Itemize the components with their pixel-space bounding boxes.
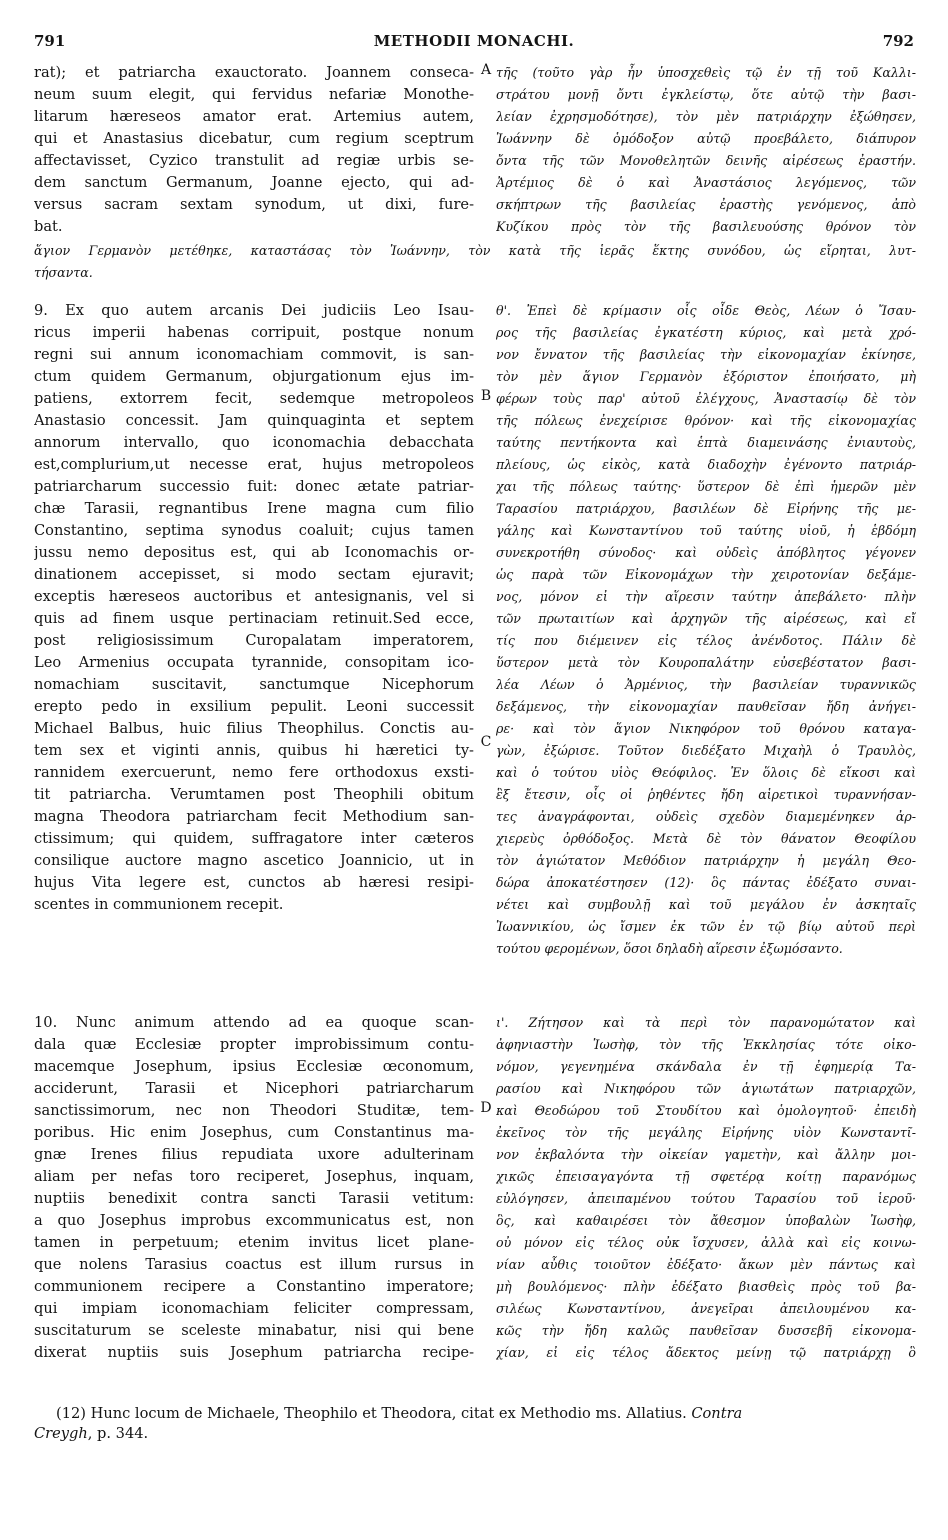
latin-line: erepto pedo in exsilium pepulit. Leoni successit (34, 698, 474, 715)
greek-line: δώρα ἀποκατέστησεν (12)· ὃς πάντας ἐδέξατο συναι- (496, 875, 916, 890)
greek-line: τῆς πόλεως ἐνεχείρισε θρόνον· καὶ τῆς εἰκονομαχίας (496, 413, 916, 428)
greek-line: χαι τῆς πόλεως ταύτης· ὕστερον δὲ ἐπὶ ἡμερῶν μὲν (496, 479, 916, 494)
margin-letter-b: B (480, 388, 492, 404)
greek-line: χικῶς ἐπεισαγαγόντα τῇ σφετέρᾳ κοίτῃ παρανόμως (496, 1169, 916, 1184)
greek-line: σιλέως Κωνσταντίνου, ἀνεγεῖραι ἀπειλουμένου κα- (496, 1301, 916, 1316)
greek-line: ἓξ ἔτεσιν, οἷς οἱ ῥηθέντες ἤδη αἱρετικοὶ τυραννήσαν- (496, 787, 916, 802)
latin-line: tamen in perpetuum; etenim invitus licet plane- (34, 1234, 474, 1251)
latin-line: 10. Nunc animum attendo ad ea quoque scan- (34, 1014, 474, 1031)
greek-line: ἅγιον Γερμανὸν μετέθηκε, καταστάσας τὸν Ἰωάννην, τὸν κατὰ τῆς ἱερᾶς ἕκτης συνόδου, ὡς εἴρηται, λυτ- (34, 243, 916, 258)
latin-line: macemque Josephum, ipsius Ecclesiæ œconomum, (34, 1058, 474, 1075)
greek-line: Ταρασίου πατριάρχου, βασιλέων δὲ Εἰρήνης τῆς με- (496, 501, 916, 516)
latin-line: post religiosissimum Curopalatam imperatorem, (34, 632, 474, 649)
footnote-line: Creygh, p. 344. (34, 1425, 149, 1442)
greek-line: τῆς (τοῦτο γὰρ ἦν ὑποσχεθεὶς τῷ ἐν τῇ τοῦ Καλλι- (496, 65, 916, 80)
greek-line: σκήπτρων τῆς βασιλείας ἐραστὴς γενόμενος, ἀπὸ (496, 197, 916, 212)
latin-line: magna Theodora patriarcham fecit Methodium san- (34, 808, 474, 825)
latin-line: dixerat nuptiis suis Josephum patriarcha recipe- (34, 1344, 474, 1361)
latin-line: scentes in communionem recepit. (34, 896, 284, 913)
latin-line: affectavisset, Cyzico transtulit ad regiæ urbis se- (34, 152, 474, 169)
latin-line: Leo Armenius occupata tyrannide, consopitam ico- (34, 654, 474, 671)
latin-line: nomachiam suscitavit, sanctumque Nicephorum (34, 676, 474, 693)
latin-line: bat. (34, 218, 63, 235)
latin-line: regni sui annum iconomachiam commovit, is san- (34, 346, 474, 363)
greek-line: γάλης καὶ Κωνσταντίνου τοῦ ταύτης υἱοῦ, ἡ ἑβδόμη (496, 523, 916, 538)
greek-line: κῶς τὴν ἤδη καλῶς παυθεῖσαν δυσσεβῆ εἰκονομα- (496, 1323, 916, 1338)
latin-line: ricus imperii habenas corripuit, postque nonum (34, 324, 474, 341)
greek-line: τίς που διέμεινεν εἰς τέλος ἀνένδοτος. Πάλιν δὲ (496, 633, 916, 648)
latin-line: que nolens Tarasius coactus est illum rursus in (34, 1256, 474, 1273)
greek-line: θ'. Ἐπεὶ δὲ κρίμασιν οἷς οἶδε Θεὸς, Λέων ὁ Ἴσαυ- (496, 303, 916, 318)
greek-line: χίαν, εἰ εἰς τέλος ἄδεκτος μείνῃ τῷ πατριάρχῃ ὃ (496, 1345, 916, 1360)
latin-line: tem sex et viginti annis, quibus hi hæretici ty- (34, 742, 474, 759)
greek-line: στράτου μονῇ ὄντι ἐγκλείστῳ, ὅτε αὐτῷ τὴν βασι- (496, 87, 916, 102)
greek-line: ρασίου καὶ Νικηφόρου τῶν ἁγιωτάτων πατριαρχῶν, (496, 1081, 916, 1096)
latin-line: hujus Vita legere est, cunctos ab hæresi resipi- (34, 874, 474, 891)
greek-line: Ἰωάννην δὲ ὁμόδοξον αὐτῷ προεβάλετο, διάπυρον (496, 131, 916, 146)
latin-line: gnæ Irenes filius repudiata uxore adulterinam (34, 1146, 474, 1163)
latin-line: dala quæ Ecclesiæ propter improbissimum contu- (34, 1036, 474, 1053)
greek-line: ταύτης πεντήκοντα καὶ ἑπτὰ διαμεινάσης ἐνιαυτοὺς, (496, 435, 916, 450)
latin-line: acciderunt, Tarasii et Nicephori patriarcharum (34, 1080, 474, 1097)
greek-line: φέρων τοὺς παρ' αὐτοῦ ἐλέγχους, Ἀναστασίῳ δὲ τὸν (496, 391, 916, 406)
latin-line: rat); et patriarcha exauctorato. Joannem conseca- (34, 64, 474, 81)
latin-line: neum suum elegit, qui fervidus nefariæ Monothe- (34, 86, 474, 103)
latin-line: communionem recipere a Constantino imperatore; (34, 1278, 474, 1295)
latin-line: tit patriarcha. Verumtamen post Theophili obitum (34, 786, 474, 803)
greek-line: συνεκροτήθη σύνοδος· καὶ οὐδεὶς ἀπόβλητος γέγονεν (496, 545, 916, 560)
greek-line: χιερεὺς ὀρθόδοξος. Μετὰ δὲ τὸν θάνατον Θεοφίλου (496, 831, 916, 846)
greek-line: μὴ βουλόμενος· πλὴν ἐδέξατο βιασθεὶς πρὸς τοῦ βα- (496, 1279, 916, 1294)
greek-line: νος, μόνον εἰ τὴν αἵρεσιν ταύτην ἀπεβάλετο· πλὴν (496, 589, 916, 604)
greek-line: τες ἀναγράφονται, οὐδεὶς σχεδὸν διαμεμένηκεν ἀρ- (496, 809, 916, 824)
running-title: METHODII MONACHI. (373, 32, 575, 50)
latin-line: quis ad finem usque pertinaciam retinuit.Sed ecce, (34, 610, 474, 627)
greek-line: νόμον, γεγενημένα σκάνδαλα ἐν τῇ ἐφημερίᾳ Τα- (496, 1059, 916, 1074)
greek-line: νον ἔννατον τῆς βασιλείας τὴν εἰκονομαχίαν ἐκίνησε, (496, 347, 916, 362)
latin-line: a quo Josephus improbus excommunicatus est, non (34, 1212, 474, 1229)
greek-line: ὡς παρὰ τῶν Εἰκονομάχων τὴν χειροτονίαν δεξάμε- (496, 567, 916, 582)
latin-line: qui et Anastasius dicebatur, cum regium sceptrum (34, 130, 474, 147)
greek-line: ὃς, καὶ καθαιρέσει τὸν ἄθεσμον ὑποβαλὼν Ἰωσὴφ, (496, 1213, 916, 1228)
latin-line: Anastasio concessit. Jam quinquaginta et septem (34, 412, 474, 429)
margin-letter-d: D (480, 1100, 492, 1116)
latin-line: exceptis hæreseos auctoribus et antesignanis, vel si (34, 588, 474, 605)
margin-letter-a: A (480, 62, 492, 78)
footnote-line: (12) Hunc locum de Michaele, Theophilo et Theodora, citat ex Methodio ms. Allatius. Contra (56, 1405, 743, 1422)
greek-line: τὸν μὲν ἅγιον Γερμανὸν ἐξόριστον ἐποιήσατο, μὴ (496, 369, 916, 384)
latin-line: suscitaturum se sceleste minabatur, nisi qui bene (34, 1322, 474, 1339)
greek-line: Κυζίκου πρὸς τὸν τῆς βασιλευούσης θρόνον τὸν (496, 219, 916, 234)
latin-line: Constantino, septima synodus coaluit; cujus tamen (34, 522, 474, 539)
greek-line: λέα Λέων ὁ Ἀρμένιος, τὴν βασιλείαν τυραννικῶς (496, 677, 916, 692)
greek-line: νέτει καὶ συμβουλῇ καὶ τοῦ μεγάλου ἐν ἀσκηταῖς (496, 897, 916, 912)
latin-line: jussu nemo depositus est, qui ab Iconomachis or- (34, 544, 474, 561)
greek-line: γὼν, ἐξώρισε. Τοῦτον διεδέξατο Μιχαὴλ ὁ Τραυλὸς, (496, 743, 916, 758)
latin-line: est,complurium,ut necesse erat, hujus metropoleos (34, 456, 474, 473)
latin-line: Michael Balbus, huic filius Theophilus. Conctis au- (34, 720, 474, 737)
latin-line: patiens, extorrem fecit, sedemque metropoleos (34, 390, 474, 407)
latin-line: annorum intervallo, quo iconomachia debacchata (34, 434, 474, 451)
greek-line: ὕστερον μετὰ τὸν Κουροπαλάτην εὐσεβέστατον βασι- (496, 655, 916, 670)
latin-line: poribus. Hic enim Josephus, cum Constantinus ma- (34, 1124, 474, 1141)
latin-line: nuptiis benedixit contra sancti Tarasii vetitum: (34, 1190, 474, 1207)
greek-line: τῶν πρωταιτίων καὶ ἀρχηγῶν τῆς αἱρέσεως, καὶ εἴ (496, 611, 916, 626)
latin-line: ctum quidem Germanum, objurgationum ejus im- (34, 368, 474, 385)
greek-line: ρος τῆς βασιλείας ἐγκατέστη κύριος, καὶ μετὰ χρό- (496, 325, 916, 340)
greek-line: Ἀρτέμιος δὲ ὁ καὶ Ἀναστάσιος λεγόμενος, τῶν (496, 175, 916, 190)
greek-line: ρε· καὶ τὸν ἅγιον Νικηφόρον τοῦ θρόνου καταγα- (496, 721, 916, 736)
latin-line: litarum hæreseos amator erat. Artemius autem, (34, 108, 474, 125)
greek-line: δεξάμενος, τὴν εἰκονομαχίαν παυθεῖσαν ἤδη ἀνήγει- (496, 699, 916, 714)
latin-line: dem sanctum Germanum, Joanne ejecto, qui ad- (34, 174, 474, 191)
latin-line: sanctissimorum, nec non Theodori Studitæ, tem- (34, 1102, 474, 1119)
greek-line: Ἰωαννικίου, ὡς ἴσμεν ἐκ τῶν ἐν τῷ βίῳ αὐτοῦ περὶ (496, 919, 916, 934)
latin-line: aliam per nefas toro reciperet, Josephus, inquam, (34, 1168, 474, 1185)
greek-line: τὸν ἁγιώτατον Μεθόδιον πατριάρχην ἡ μεγάλη Θεο- (496, 853, 916, 868)
greek-line: οὐ μόνον εἰς τέλος οὐκ ἴσχυσεν, ἀλλὰ καὶ εἰς κοινω- (496, 1235, 916, 1250)
greek-line: λείαν ἐχρησμοδότησε), τὸν μὲν πατριάρχην ἐξώθησεν, (496, 109, 916, 124)
greek-line: ι'. Ζήτησον καὶ τὰ περὶ τὸν παρανομώτατον καὶ (496, 1015, 916, 1030)
greek-line: τήσαντα. (34, 265, 93, 280)
latin-line: patriarcharum successio fuit: donec ætate patriar- (34, 478, 474, 495)
page-number-right: 792 (882, 32, 914, 50)
latin-line: 9. Ex quo autem arcanis Dei judiciis Leo Isau- (34, 302, 474, 319)
greek-line: νίαν αὖθις τοιοῦτον ἐδέξατο· ἄκων μὲν πάντως καὶ (496, 1257, 916, 1272)
greek-line: ἀφηνιαστὴν Ἰωσὴφ, τὸν τῆς Ἐκκλησίας τότε οἰκο- (496, 1037, 916, 1052)
page-header (34, 32, 914, 56)
latin-line: consilique auctore magno ascetico Joannicio, ut in (34, 852, 474, 869)
greek-line: καὶ ὁ τούτου υἱὸς Θεόφιλος. Ἐν ὅλοις δὲ εἴκοσι καὶ (496, 765, 916, 780)
latin-line: dinationem accepisset, si modo sectam ejuravit; (34, 566, 474, 583)
page-number-left: 791 (34, 32, 66, 50)
latin-line: rannidem exercuerunt, nemo fere orthodoxus exsti- (34, 764, 474, 781)
latin-line: chæ Tarasii, regnantibus Irene magna cum filio (34, 500, 474, 517)
latin-line: versus sacram sextam synodum, ut dixi, fure- (34, 196, 474, 213)
greek-line: τούτου φερομένων, ὅσοι δηλαδὴ αἵρεσιν ἐξωμόσαντο. (496, 941, 843, 956)
latin-line: ctissimum; qui quidem, suffragatore inter cæteros (34, 830, 474, 847)
greek-line: καὶ Θεοδώρου τοῦ Στουδίτου καὶ ὁμολογητοῦ· ἐπειδὴ (496, 1103, 916, 1118)
latin-line: qui impiam iconomachiam feliciter compressam, (34, 1300, 474, 1317)
greek-line: νον ἐκβαλόντα τὴν οἰκείαν γαμετὴν, καὶ ἄλλην μοι- (496, 1147, 916, 1162)
greek-line: πλείους, ὡς εἰκὸς, κατὰ διαδοχὴν ἐγένοντο πατριάρ- (496, 457, 916, 472)
greek-line: εὐλόγησεν, ἀπειπαμένου τούτου Ταρασίου τοῦ ἱεροῦ· (496, 1191, 916, 1206)
margin-letter-c: C (480, 734, 492, 750)
greek-line: ὄντα τῆς τῶν Μονοθελητῶν δεινῆς αἱρέσεως ἐραστήν. (496, 153, 916, 168)
greek-line: ἐκεῖνος τὸν τῆς μεγάλης Εἰρήνης υἱὸν Κωνσταντῖ- (496, 1125, 916, 1140)
